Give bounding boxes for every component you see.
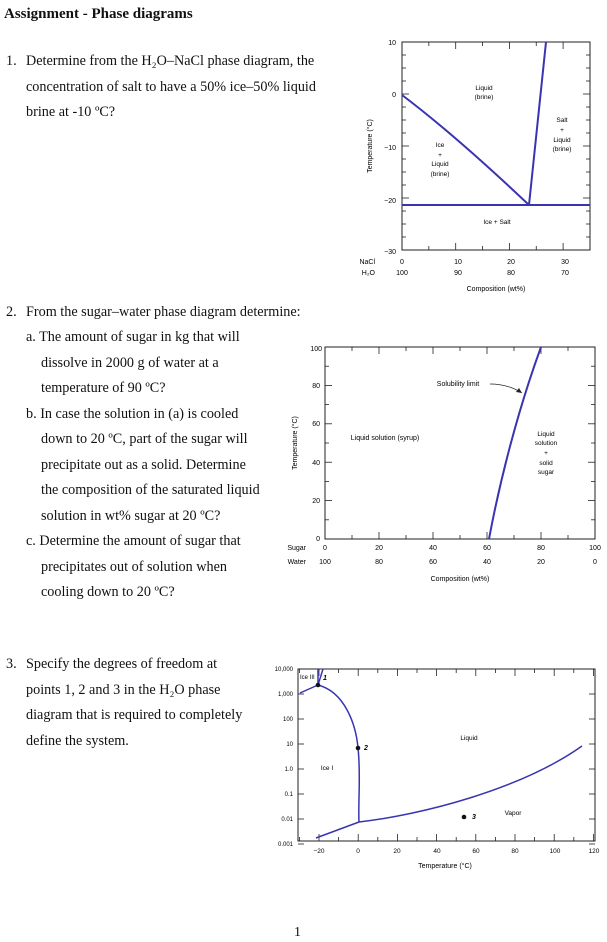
water-point-3-label: 3 [472,814,476,821]
water-xtick: 120 [588,848,600,855]
sugar-xtick: 100 [319,559,331,566]
sugar-xrow2-label: Water [287,559,306,566]
water-point-2-label: 2 [364,745,368,752]
sugar-solubility-label: Solubility limit [436,381,480,388]
sugar-ytick: 100 [310,346,322,353]
water-region-liquid: Liquid [460,735,478,742]
sugar-xtick: 0 [323,545,327,552]
q2b-line: the composition of the saturated liquid [41,482,260,498]
q2a-line: dissolve in 2000 g of water at a [41,354,219,371]
water-ytick: 1.0 [284,767,293,773]
assignment-title: Assignment - Phase diagrams [4,6,193,22]
nacl-region-ice-liquid: + [438,152,442,159]
q3-line: define the system. [26,732,129,749]
nacl-xtick: 20 [507,259,515,266]
sugar-xtick: 60 [483,545,491,552]
water-region-ice3: Ice III [300,675,315,681]
water-xtick: −20 [313,848,325,855]
sugar-arrow-head [516,388,522,393]
sugar-water-phase-diagram [287,346,601,583]
water-region-ice1: Ice I [320,765,334,772]
sugar-ytick: 20 [312,498,320,505]
sugar-region-liquid-sugar: + [544,450,548,457]
q2a-line: temperature of 90 ºC? [41,380,166,396]
water-phase-diagram [275,667,600,870]
water-xlabel: Temperature (°C) [418,863,472,870]
q2c-line: precipitates out of solution when [41,558,227,575]
water-sublimation-curve [316,822,359,838]
q2c-line: c. Determine the amount of sugar that [26,533,241,549]
nacl-xtick: 80 [507,270,515,277]
nacl-liquidus-ice [402,95,529,205]
page-number: 1 [294,925,301,940]
q3-line: diagram that is required to completely [26,707,243,723]
q1-number: 1. [6,53,17,69]
nacl-liquidus-salt [529,42,546,205]
sugar-xtick: 100 [589,545,601,552]
q2c-line: cooling down to 20 ºC? [41,584,175,600]
water-xtick: 60 [472,848,480,855]
water-xtick: 40 [433,848,441,855]
nacl-region-ice-liquid: Liquid [431,161,449,168]
q1-line: concentration of salt to have a 50% ice–50% liquid [26,78,316,95]
water-ytick: 100 [282,717,293,723]
water-xtick: 0 [356,848,360,855]
water-xtick: 80 [511,848,519,855]
nacl-region-salt-liquid: + [560,127,564,134]
nacl-ylabel: Temperature (°C) [367,119,374,173]
water-tick-marks [298,669,595,844]
nacl-phase-diagram [359,40,590,293]
water-region-vapor: Vapor [504,810,522,817]
sugar-xlabel: Composition (wt%) [430,576,490,583]
q2a-line: a. The amount of sugar in kg that will [26,329,240,345]
sugar-ytick: 80 [312,383,320,390]
water-ytick: 1,000 [277,692,293,698]
sugar-ytick: 0 [316,536,320,543]
q2b-line: precipitate out as a solid. Determine [41,456,246,473]
q2b-line: down to 20 ºC, part of the sugar will [41,431,248,447]
sugar-xtick: 40 [429,545,437,552]
sugar-xrow1-label: Sugar [287,545,306,552]
sugar-xtick: 80 [375,559,383,566]
water-plot-frame [298,669,595,841]
sugar-region-liquid: Liquid solution (syrup) [350,435,420,442]
q3-line: points 1, 2 and 3 in the H₂O phase [26,681,221,698]
sugar-xtick: 80 [537,545,545,552]
sugar-xtick: 60 [429,559,437,566]
q3-number: 3. [6,656,17,672]
water-point-2 [356,746,361,751]
water-ytick: 10 [286,742,293,748]
sugar-ytick: 60 [312,421,320,428]
nacl-xlabel: Composition (wt%) [466,286,526,293]
nacl-xtick: 90 [454,270,462,277]
sugar-region-liquid-sugar: solid [539,460,553,467]
nacl-region-ice-liquid: (brine) [430,171,450,178]
nacl-region-liquid: (brine) [474,94,494,101]
water-point-1 [316,683,321,688]
q2-number: 2. [6,304,17,320]
q2-intro: From the sugar–water phase diagram determine: [26,304,301,320]
nacl-xtick: 0 [400,259,404,266]
sugar-region-liquid-sugar: sugar [537,469,555,476]
nacl-region-liquid: Liquid [475,85,493,92]
nacl-region-salt-liquid: (brine) [552,146,572,153]
sugar-ylabel: Temperature (°C) [292,416,299,470]
q2b-line: solution in wt% sugar at 20 ºC? [41,507,221,524]
water-ytick: 10,000 [274,667,293,673]
nacl-region-salt-liquid: Salt [556,117,568,124]
sugar-xtick: 20 [375,545,383,552]
sugar-region-liquid-sugar: Liquid [537,431,555,438]
water-point-1-label: 1 [323,675,327,682]
water-point-3 [462,815,467,820]
nacl-ytick: 10 [388,40,396,47]
sugar-ytick: 40 [312,460,320,467]
sugar-solubility-curve [489,347,541,539]
nacl-xtick: 100 [396,270,408,277]
water-ytick: 0.01 [281,817,293,823]
nacl-ytick: 0 [392,92,396,99]
nacl-ytick: −20 [384,198,396,205]
q2b-line: b. In case the solution in (a) is cooled [26,405,239,422]
q1-line: Determine from the H₂O–NaCl phase diagram, the [26,53,315,69]
water-ytick: 0.001 [277,842,293,848]
sugar-xtick: 0 [593,559,597,566]
nacl-region-ice-liquid: Ice [435,142,445,149]
nacl-xrow1-label: NaCl [359,259,375,266]
water-vaporization-curve [359,746,582,822]
nacl-xtick: 30 [561,259,569,266]
nacl-xtick: 10 [454,259,462,266]
nacl-xtick: 70 [561,270,569,277]
nacl-ytick: −30 [384,249,396,256]
water-ice3-ice1-boundary [300,685,318,693]
nacl-ytick: −10 [384,145,396,152]
sugar-region-liquid-sugar: solution [534,440,558,447]
water-xtick: 100 [549,848,561,855]
sugar-xtick: 40 [483,559,491,566]
q1-line: brine at -10 ºC? [26,104,116,120]
nacl-xrow2-label: H₂O [361,270,375,277]
water-xtick: 20 [393,848,401,855]
sugar-xtick: 20 [537,559,545,566]
water-ytick: 0.1 [284,792,293,798]
nacl-region-ice-salt: Ice + Salt [483,219,511,226]
nacl-region-salt-liquid: Liquid [553,137,571,144]
water-melting-curve [318,685,359,822]
q3-line: Specify the degrees of freedom at [26,656,218,672]
